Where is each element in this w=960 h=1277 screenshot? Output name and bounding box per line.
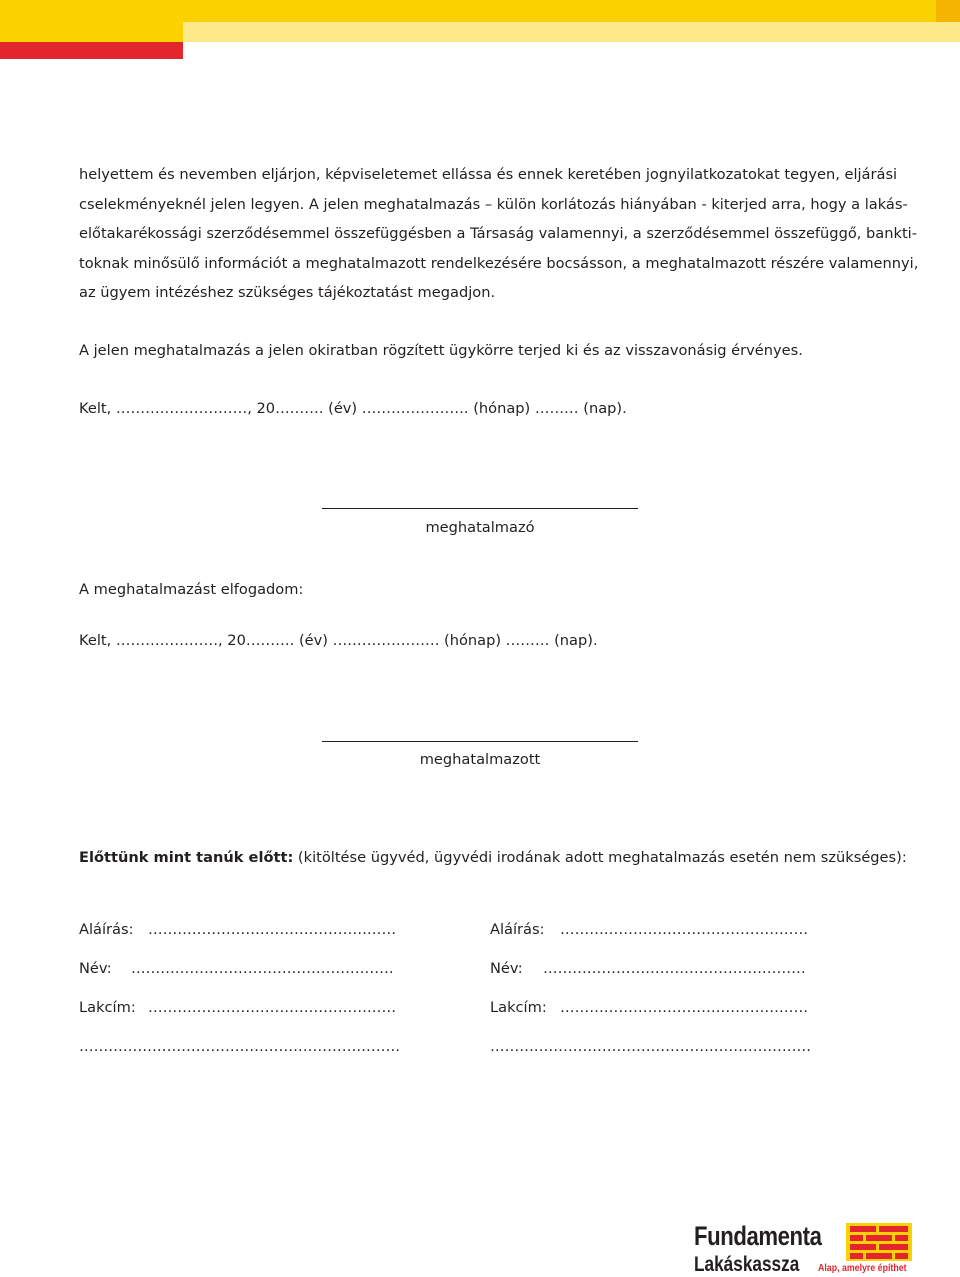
witness-left-name-dots: ……………………………………………… — [131, 960, 394, 977]
logo-subtitle: Lakáskassza — [694, 1253, 800, 1276]
header-band-corner — [936, 0, 960, 22]
brick-wall-icon — [846, 1223, 912, 1261]
date-line-agent: Kelt, …………………, 20………. (év) …………………. (hónap) ……… (nap). — [79, 632, 598, 649]
header-band-red — [0, 42, 183, 59]
witness-heading-bold: Előttünk mint tanúk előtt: — [79, 849, 294, 866]
authorization-paragraph — [79, 160, 919, 308]
witness-right-signature-dots: …………………………………………… — [560, 921, 809, 938]
paragraph-line: cselekményeknél jelen legyen. A jelen meghatalmazás – külön korlátozás hiányában - kiterjed arra, hogy a lakás- — [79, 195, 908, 213]
witness-left-address-dots: …………………………………………… — [148, 999, 397, 1016]
witness-left-address-label: Lakcím: — [79, 999, 136, 1016]
acceptance-label: A meghatalmazást elfogadom: — [79, 581, 304, 598]
date-line-principal: Kelt, ………………………, 20………. (év) …………………. (hónap) ……… (nap). — [79, 400, 627, 417]
witness-heading — [79, 843, 907, 873]
witness-left-name-label: Név: — [79, 960, 112, 977]
witness-left-signature-label: Aláírás: — [79, 921, 134, 938]
witness-left-signature-dots: …………………………………………… — [148, 921, 397, 938]
paragraph-line: az ügyem intézéshez szükséges tájékoztatást megadjon. — [79, 284, 496, 301]
signer-label-agent: meghatalmazott — [419, 751, 541, 768]
signature-line-principal — [322, 508, 638, 509]
witness-right-name-dots: ……………………………………………… — [543, 960, 806, 977]
validity-sentence: A jelen meghatalmazás a jelen okiratban rögzített ügykörre terjed ki és az visszavonásig érvényes. — [79, 342, 803, 359]
witness-right-address-dots: …………………………………………… — [560, 999, 809, 1016]
paragraph-line: toknak minősülő információt a meghatalmazott rendelkezésére bocsásson, a meghatalmazott részére valamennyi, — [79, 254, 919, 272]
signature-line-agent — [322, 741, 638, 742]
logo-wordmark: Fundamenta — [694, 1221, 822, 1251]
logo-tagline: Alap, amelyre építhet — [818, 1263, 907, 1274]
paragraph-line: helyettem és nevemben eljárjon, képviseletemet ellássa és ennek keretében jognyilatkozatokat tegyen, eljárási — [79, 166, 898, 183]
witness-right-address-label: Lakcím: — [490, 999, 547, 1016]
witness-right-signature-label: Aláírás: — [490, 921, 545, 938]
header-band-pale-yellow — [183, 22, 960, 42]
witness-right-extra-dots: ………………………………………………………… — [490, 1038, 812, 1055]
witness-heading-note: (kitöltése ügyvéd, ügyvédi irodának adott meghatalmazás esetén nem szükséges): — [293, 849, 907, 866]
witness-right-name-label: Név: — [490, 960, 523, 977]
witness-left-extra-dots: ………………………………………………………… — [79, 1038, 401, 1055]
paragraph-line: előtakarékossági szerződésemmel összefüggésben a Társaság valamennyi, a szerződésemmel összefüggő, bankti- — [79, 225, 917, 242]
fundamenta-logo — [694, 1219, 924, 1277]
signer-label-principal: meghatalmazó — [425, 519, 535, 536]
